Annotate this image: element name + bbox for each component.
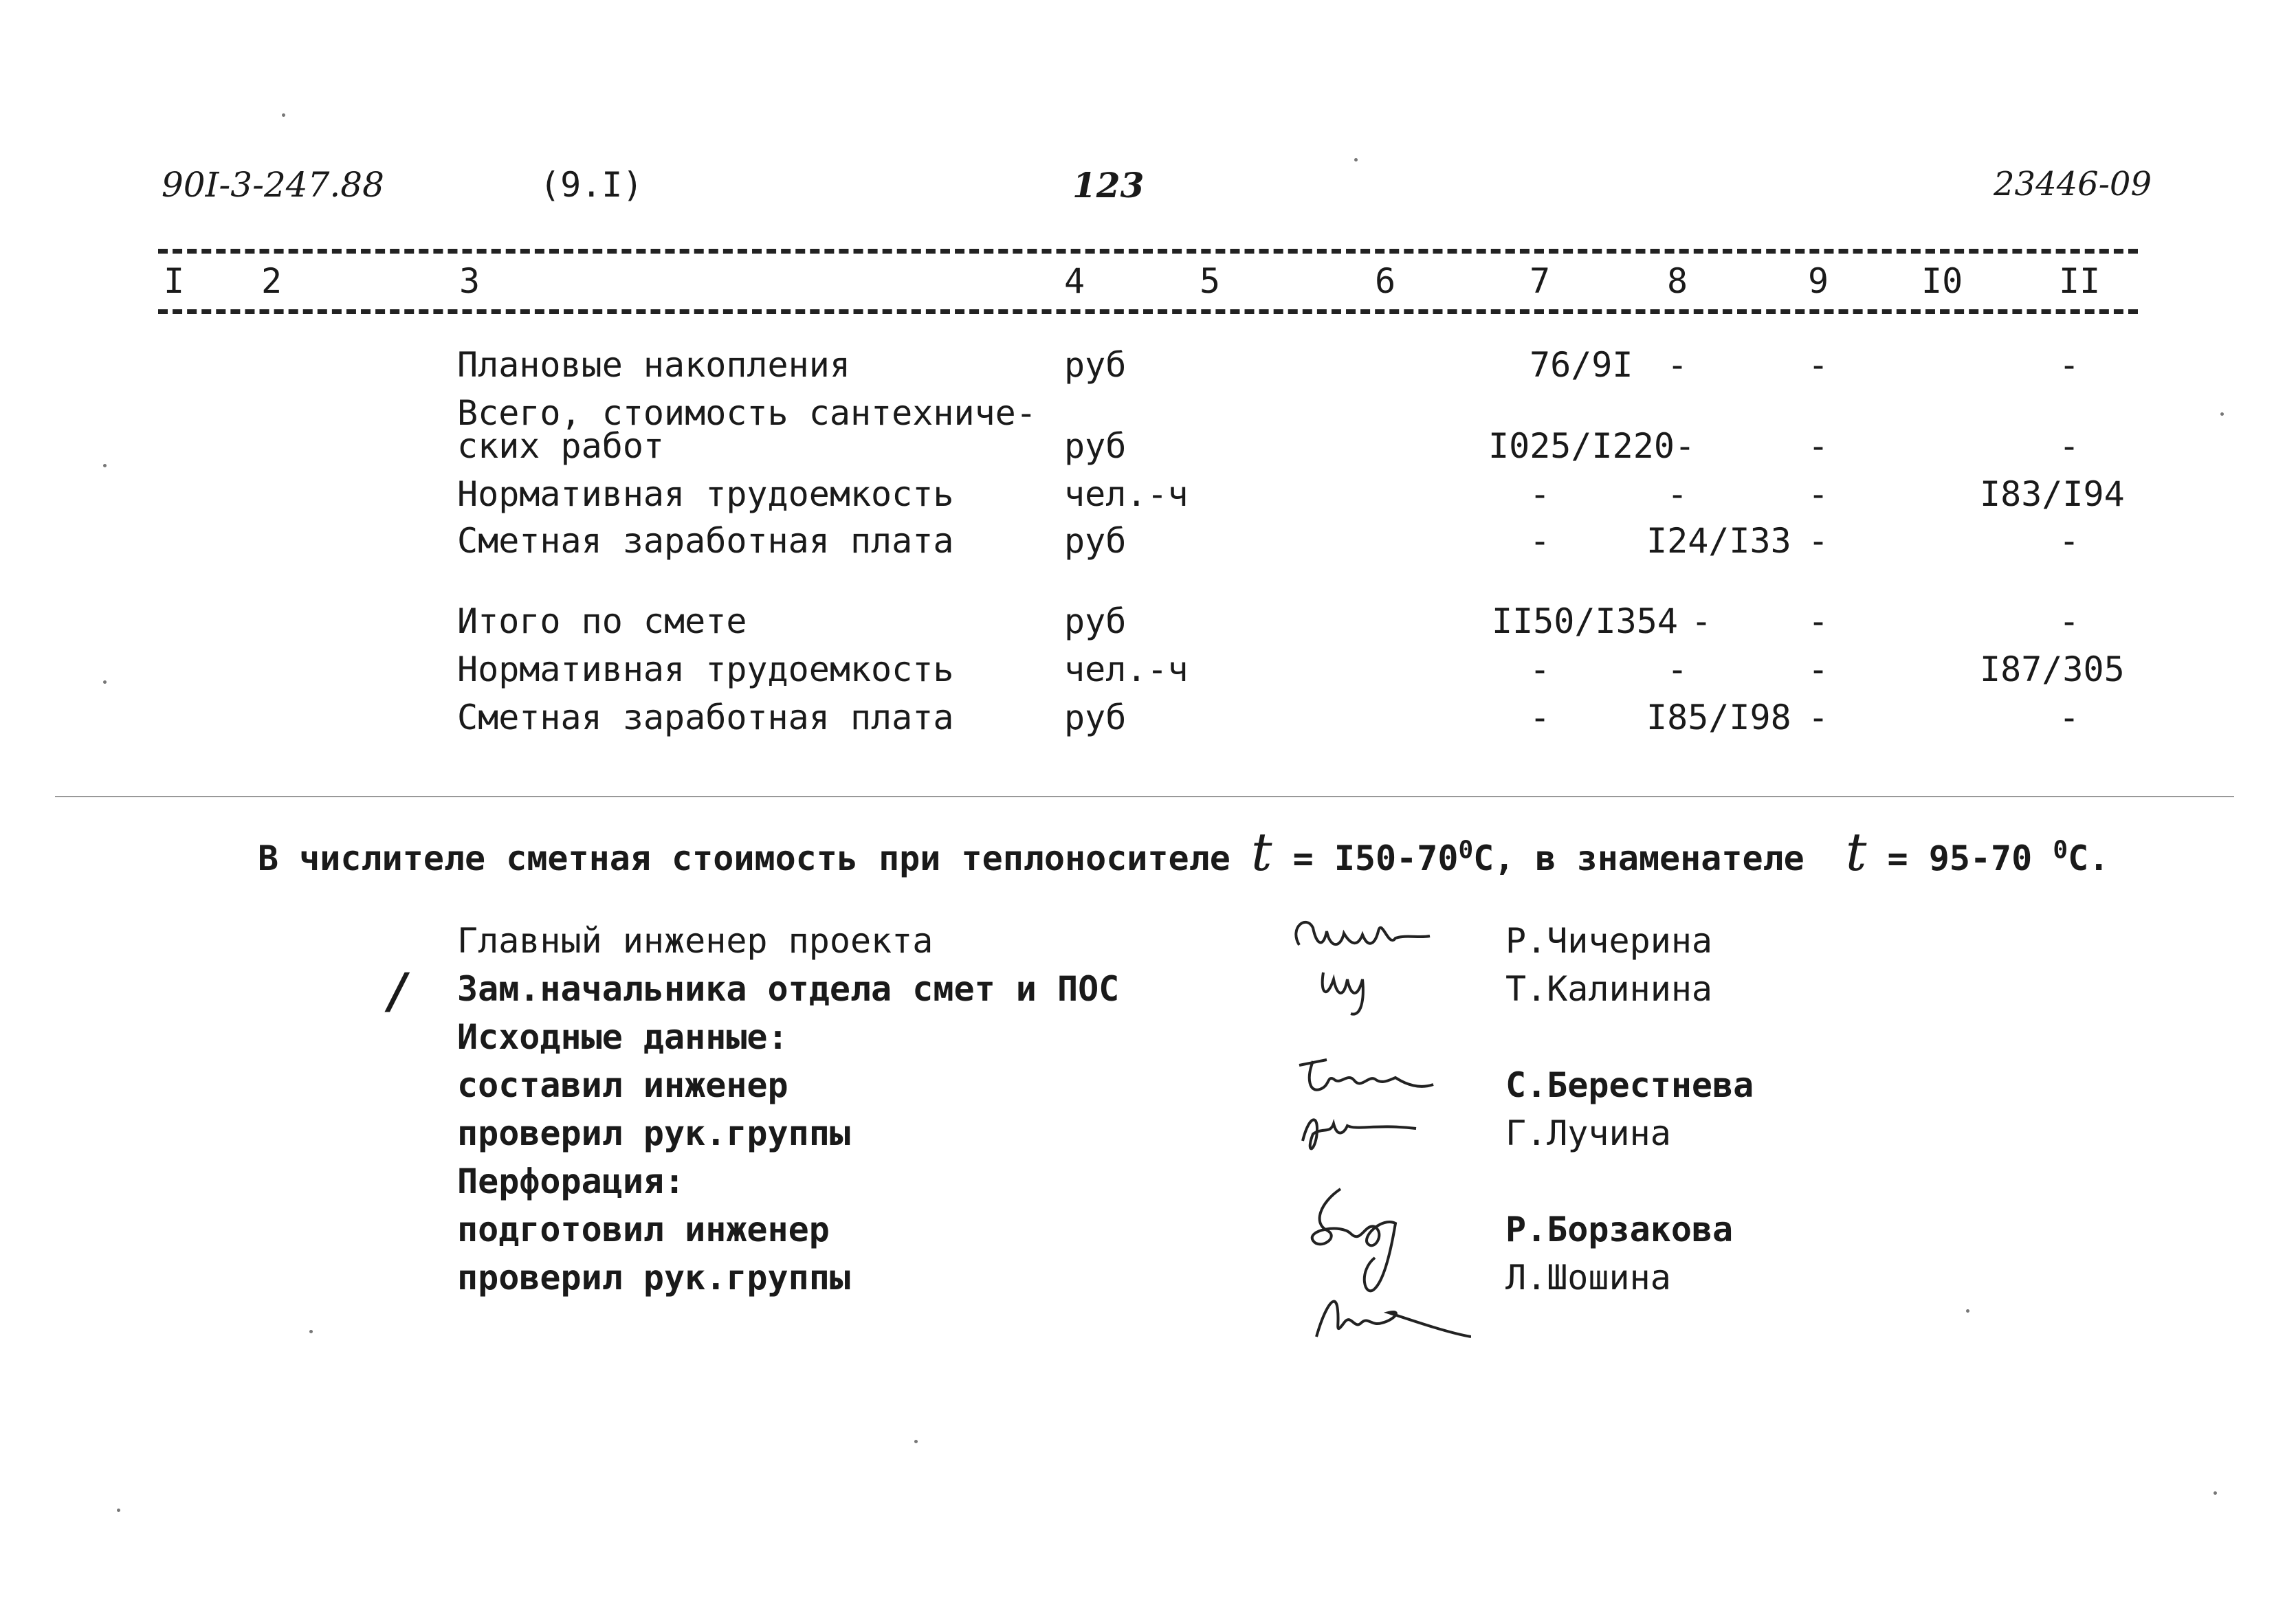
col-5: 5: [1200, 261, 1221, 301]
row-unit: чел.-ч: [1064, 649, 1189, 689]
row-c7: -: [1530, 698, 1551, 737]
scan-speck: [117, 1509, 120, 1512]
row-c9: -: [1808, 521, 1829, 561]
col-8: 8: [1667, 261, 1688, 301]
note-deg1: 0: [1458, 836, 1474, 865]
row-c9: -: [1808, 474, 1829, 514]
row-label: Сметная заработная плата: [457, 521, 954, 561]
note-unit1: С, в знаменателе: [1473, 838, 1804, 878]
col-7: 7: [1530, 261, 1551, 301]
row-c9: -: [1808, 345, 1829, 385]
col-1: I: [164, 261, 185, 301]
row-c8: -: [1667, 474, 1688, 514]
sig-role: подготовил инженер: [457, 1210, 830, 1249]
note-eq-1: =: [1292, 838, 1314, 878]
signature-kalinina: [1313, 959, 1395, 1021]
scan-speck: [309, 1330, 313, 1333]
scan-speck: [2220, 412, 2224, 416]
sig-name: Р.Чичерина: [1505, 921, 1713, 961]
row-c11: -: [2059, 698, 2080, 737]
sig-role: проверил рук.группы: [457, 1113, 850, 1153]
col-9: 9: [1808, 261, 1829, 301]
row-c9: -: [1808, 601, 1829, 641]
sig-name: Т.Калинина: [1505, 969, 1713, 1009]
row-label: Нормативная трудоемкость: [457, 649, 954, 689]
col-10: I0: [1921, 261, 1963, 301]
archive-number: 23446-09: [1994, 165, 2152, 203]
sig-name: Л.Шошина: [1505, 1258, 1671, 1298]
t-symbol-2: t: [1845, 821, 1867, 882]
row-c11: I83/I94: [1980, 474, 2125, 514]
sig-role: Зам.начальника отдела смет и ПОС: [457, 969, 1120, 1009]
doc-code: 90I-3-247.88: [162, 165, 384, 205]
margin-mark: /: [388, 962, 406, 1019]
row-label: Итого по смете: [457, 601, 747, 641]
col-6: 6: [1375, 261, 1396, 301]
row-c7: -: [1530, 649, 1551, 689]
col-3: 3: [459, 261, 481, 301]
scan-speck: [103, 680, 107, 684]
coolant-note: [258, 821, 2109, 882]
row-c8: -: [1691, 601, 1712, 641]
col-2: 2: [261, 261, 283, 301]
row-c11: -: [2059, 345, 2080, 385]
row-label-line2: ских работ: [457, 426, 665, 466]
signature-borzakova-shoshina: [1299, 1175, 1471, 1347]
sig-role: Исходные данные:: [457, 1017, 788, 1057]
row-c7: 76/9I: [1530, 345, 1633, 385]
row-c11: I87/305: [1980, 649, 2125, 689]
section-number: (9.I): [540, 165, 643, 205]
page-number: 123: [1072, 165, 1145, 205]
dashed-rule-bottom: [158, 309, 2138, 314]
note-val2: 95-70: [1928, 838, 2033, 878]
scan-speck: [914, 1440, 918, 1443]
scan-speck: [1966, 1309, 1969, 1313]
row-unit: руб: [1064, 698, 1127, 737]
row-c11: -: [2059, 426, 2080, 466]
signature-luchina: [1292, 1100, 1430, 1161]
row-c7: -: [1530, 521, 1551, 561]
row-c8: -: [1667, 649, 1688, 689]
sig-role: проверил рук.группы: [457, 1258, 850, 1298]
row-label: Нормативная трудоемкость: [457, 474, 954, 514]
row-c7: I025/I220-: [1488, 426, 1696, 466]
sig-role: составил инженер: [457, 1065, 788, 1105]
row-label-line1: Всего, стоимость сантехниче-: [457, 393, 1037, 433]
dashed-rule-top: [158, 249, 2138, 254]
col-11: II: [2059, 261, 2101, 301]
note-prefix: В числителе сметная стоимость при теплоносителе: [258, 838, 1230, 878]
row-c8: I85/I98: [1646, 698, 1791, 737]
sig-name: Р.Борзакова: [1505, 1210, 1734, 1249]
scan-speck: [2214, 1491, 2217, 1495]
row-c11: -: [2059, 521, 2080, 561]
t-symbol-1: t: [1250, 821, 1272, 882]
sig-role: Перфорация:: [457, 1161, 685, 1201]
note-val1: I50-70: [1334, 838, 1459, 878]
row-c11: -: [2059, 601, 2080, 641]
signature-berestneva: [1292, 1052, 1444, 1106]
row-unit: руб: [1064, 601, 1127, 641]
row-c9: -: [1808, 426, 1829, 466]
note-eq-2: =: [1887, 838, 1908, 878]
row-unit: руб: [1064, 345, 1127, 385]
row-c7: II50/I354: [1492, 601, 1678, 641]
sig-name: С.Берестнева: [1505, 1065, 1754, 1105]
row-c9: -: [1808, 649, 1829, 689]
row-label: Сметная заработная плата: [457, 698, 954, 737]
col-4: 4: [1064, 261, 1085, 301]
scan-speck: [103, 464, 107, 467]
scan-rule: [55, 796, 2234, 797]
row-label: Плановые накопления: [457, 345, 850, 385]
row-unit: чел.-ч: [1064, 474, 1189, 514]
sig-role: Главный инженер проекта: [457, 921, 934, 961]
note-deg2: 0: [2053, 836, 2068, 865]
row-unit: руб: [1064, 521, 1127, 561]
row-c8: -: [1667, 345, 1688, 385]
row-c8: I24/I33: [1646, 521, 1791, 561]
row-c7: -: [1530, 474, 1551, 514]
row-c9: -: [1808, 698, 1829, 737]
note-unit2: С.: [2068, 838, 2110, 878]
scan-speck: [1354, 158, 1358, 162]
sig-name: Г.Лучина: [1505, 1113, 1671, 1153]
scan-speck: [282, 113, 285, 117]
row-unit: руб: [1064, 426, 1127, 466]
